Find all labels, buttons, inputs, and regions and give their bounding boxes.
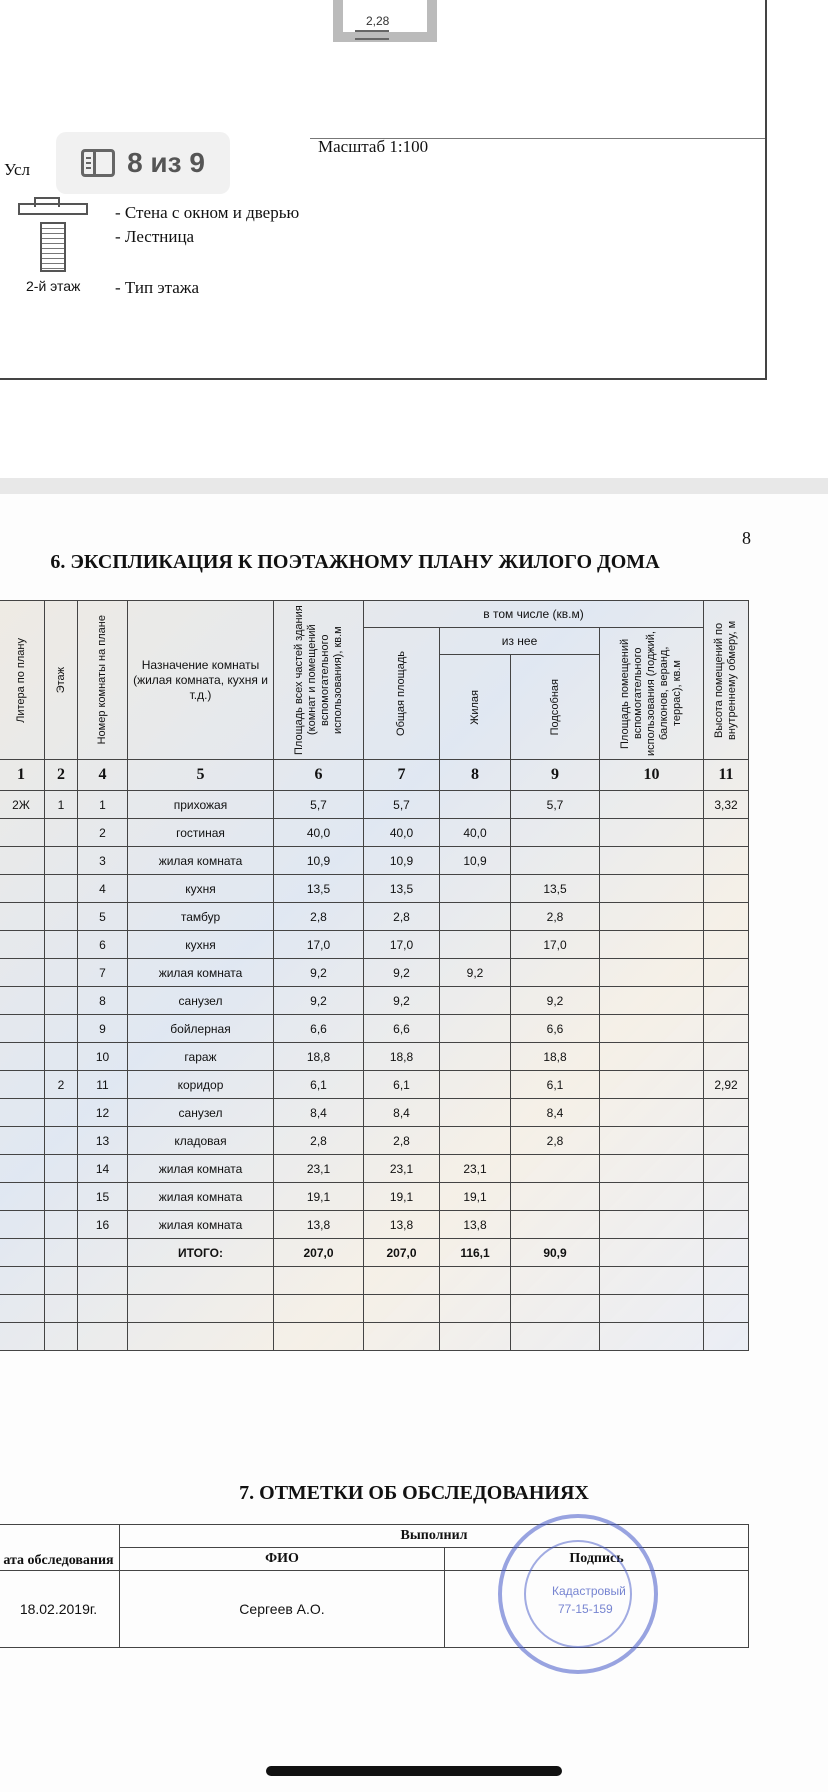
table-cell (440, 1099, 511, 1127)
table-cell: жилая комната (128, 1211, 274, 1239)
table-cell (0, 1015, 45, 1043)
table-cell (0, 903, 45, 931)
table-cell (440, 1071, 511, 1099)
table-cell (440, 1015, 511, 1043)
home-indicator[interactable] (266, 1766, 562, 1776)
explication-rows (0, 791, 749, 1239)
table-cell: 19,1 (440, 1183, 511, 1211)
table-cell: кладовая (128, 1127, 274, 1155)
wall-window-door-icon (18, 203, 88, 215)
table-cell (704, 1183, 749, 1211)
section-7-title: 7. ОТМЕТКИ ОБ ОБСЛЕДОВАНИЯХ (239, 1482, 589, 1504)
table-cell: 6,6 (364, 1015, 440, 1043)
table-cell (0, 1043, 45, 1071)
table-cell: 8 (78, 987, 128, 1015)
table-cell: 17,0 (364, 931, 440, 959)
table-cell: 17,0 (274, 931, 364, 959)
table-cell: 23,1 (440, 1155, 511, 1183)
table-cell: 13,8 (364, 1211, 440, 1239)
table-cell (600, 1127, 704, 1155)
table-cell (45, 1183, 78, 1211)
table-cell: 13,8 (274, 1211, 364, 1239)
table-cell: 18,8 (274, 1043, 364, 1071)
table-cell (600, 1043, 704, 1071)
table-cell (704, 1015, 749, 1043)
table-cell: 23,1 (364, 1155, 440, 1183)
table-cell: 18,8 (364, 1043, 440, 1071)
table-cell (0, 1071, 45, 1099)
table-cell (0, 987, 45, 1015)
table-cell: кухня (128, 875, 274, 903)
table-cell: 2,8 (274, 1127, 364, 1155)
table-cell: 18,8 (511, 1043, 600, 1071)
header-floor: Этаж (45, 601, 78, 760)
explication-table (0, 600, 749, 1351)
table-cell: 8,4 (274, 1099, 364, 1127)
table-cell (45, 1099, 78, 1127)
table-cell: 40,0 (440, 819, 511, 847)
header-including: в том числе (кв.м) (364, 601, 704, 628)
table-cell: 14 (78, 1155, 128, 1183)
table-cell: санузел (128, 987, 274, 1015)
table-cell: 6,6 (511, 1015, 600, 1043)
table-cell (704, 1211, 749, 1239)
table-cell: 1 (78, 791, 128, 819)
table-cell: кухня (128, 931, 274, 959)
table-cell: 10,9 (274, 847, 364, 875)
table-cell: 11 (78, 1071, 128, 1099)
table-cell (600, 1155, 704, 1183)
table-cell (0, 1127, 45, 1155)
table-cell (0, 959, 45, 987)
table-cell: 1 (45, 791, 78, 819)
table-cell (704, 987, 749, 1015)
table-cell (600, 847, 704, 875)
table-cell: коридор (128, 1071, 274, 1099)
stamp-text: Кадастровый (552, 1584, 626, 1598)
table-cell (0, 1211, 45, 1239)
previous-page (0, 0, 828, 478)
table-cell: 13,5 (274, 875, 364, 903)
table-cell: 13,5 (511, 875, 600, 903)
table-cell (704, 959, 749, 987)
table-cell (511, 819, 600, 847)
table-cell (0, 1099, 45, 1127)
table-cell (704, 1155, 749, 1183)
table-cell (511, 1155, 600, 1183)
table-cell (45, 1155, 78, 1183)
table-cell: 40,0 (274, 819, 364, 847)
table-row (0, 1071, 749, 1099)
table-cell (45, 959, 78, 987)
survey-name: Сергеев А.О. (120, 1571, 445, 1648)
table-cell (0, 931, 45, 959)
table-cell (600, 987, 704, 1015)
table-cell (440, 931, 511, 959)
empty-row (0, 1295, 749, 1323)
table-cell (45, 1043, 78, 1071)
table-cell: 2,8 (364, 903, 440, 931)
header-aux-premises: Площадь помещений вспомогательного использования (лоджий, балконов, веранд, террас), кв.м (600, 628, 704, 760)
header-height: Высота помещений по внутреннему обмеру, м (704, 601, 749, 760)
table-cell: 4 (78, 875, 128, 903)
header-living: Жилая (440, 655, 511, 760)
table-cell (600, 903, 704, 931)
table-cell (45, 1211, 78, 1239)
table-cell: 16 (78, 1211, 128, 1239)
table-row (0, 931, 749, 959)
table-cell: 8,4 (511, 1099, 600, 1127)
plan-dimension: 2,28 (366, 14, 390, 28)
table-cell (45, 847, 78, 875)
plan-door-symbol (355, 30, 389, 40)
survey-date-header: ата обследования (0, 1525, 120, 1571)
table-row (0, 1155, 749, 1183)
table-cell (45, 1127, 78, 1155)
survey-signature-header: Подпись (445, 1548, 749, 1571)
header-total-area: Общая площадь (364, 628, 440, 760)
table-cell (0, 1183, 45, 1211)
table-cell: 5 (78, 903, 128, 931)
legend-floor-label: - Тип этажа (115, 278, 200, 297)
header-purpose: Назначение комнаты (жилая комната, кухня и т.д.) (128, 601, 274, 760)
table-cell (704, 847, 749, 875)
table-cell: 2,8 (364, 1127, 440, 1155)
table-cell: 9,2 (440, 959, 511, 987)
header-room-number: Номер комнаты на плане (78, 601, 128, 760)
header-of-which: из нее (440, 628, 600, 655)
table-cell (600, 791, 704, 819)
page-number: 8 (742, 528, 751, 548)
table-cell (704, 1043, 749, 1071)
totals-row: ИТОГО: 207,0 207,0 116,1 90,9 (0, 1239, 749, 1267)
survey-name-header: ФИО (120, 1548, 445, 1571)
table-cell (600, 1015, 704, 1043)
table-cell (600, 959, 704, 987)
table-cell (600, 1183, 704, 1211)
table-cell: 9,2 (274, 987, 364, 1015)
table-row (0, 847, 749, 875)
table-row (0, 1211, 749, 1239)
table-cell (600, 931, 704, 959)
table-cell (45, 875, 78, 903)
table-cell: 2 (45, 1071, 78, 1099)
table-cell: 6,6 (274, 1015, 364, 1043)
table-cell: 13,5 (364, 875, 440, 903)
table-row (0, 819, 749, 847)
table-cell: 10,9 (440, 847, 511, 875)
header-auxiliary: Подсобная (511, 655, 600, 760)
table-cell: 2,92 (704, 1071, 749, 1099)
table-cell: 9,2 (511, 987, 600, 1015)
table-cell: 8,4 (364, 1099, 440, 1127)
table-cell: жилая комната (128, 1183, 274, 1211)
table-cell: 13,8 (440, 1211, 511, 1239)
table-cell (600, 1211, 704, 1239)
stamp-text: 77-15-159 (558, 1602, 613, 1616)
table-cell: 2 (78, 819, 128, 847)
page-counter[interactable] (56, 132, 230, 194)
table-cell: 13 (78, 1127, 128, 1155)
table-cell: 12 (78, 1099, 128, 1127)
page-counter-text: 8 из 9 (127, 147, 205, 178)
table-cell: 9 (78, 1015, 128, 1043)
table-cell (704, 819, 749, 847)
table-cell (704, 1099, 749, 1127)
table-cell: 7 (78, 959, 128, 987)
header-area-all: Площадь всех частей здания (комнат и помещений вспомогательного использования), кв.м (274, 601, 364, 760)
table-row (0, 903, 749, 931)
table-row (0, 1099, 749, 1127)
table-row (0, 1183, 749, 1211)
table-row (0, 1015, 749, 1043)
table-cell (45, 931, 78, 959)
table-cell (600, 819, 704, 847)
table-cell: 6 (78, 931, 128, 959)
table-cell (45, 903, 78, 931)
table-cell: жилая комната (128, 1155, 274, 1183)
table-cell (600, 1071, 704, 1099)
table-cell: 17,0 (511, 931, 600, 959)
legend-stairs-label: - Лестница (115, 227, 195, 246)
table-cell: 9,2 (364, 987, 440, 1015)
table-cell: 10 (78, 1043, 128, 1071)
column-numbers-row: 1 2 4 5 6 7 8 9 10 11 (0, 760, 749, 791)
table-cell (511, 847, 600, 875)
table-cell (0, 819, 45, 847)
table-cell: 3 (78, 847, 128, 875)
table-cell (440, 987, 511, 1015)
table-cell (0, 847, 45, 875)
table-cell: жилая комната (128, 959, 274, 987)
table-row (0, 959, 749, 987)
scale-label: Масштаб 1:100 (318, 137, 429, 156)
table-cell: 2,8 (511, 903, 600, 931)
table-cell: 5,7 (364, 791, 440, 819)
table-row (0, 1127, 749, 1155)
survey-performed-header: Выполнил (120, 1525, 749, 1548)
table-cell: 2Ж (0, 791, 45, 819)
table-cell: 19,1 (274, 1183, 364, 1211)
legend-title: Усл (4, 160, 31, 179)
table-cell: 5,7 (511, 791, 600, 819)
table-cell: 9,2 (364, 959, 440, 987)
book-icon (81, 149, 115, 177)
table-cell (704, 1127, 749, 1155)
table-row (0, 875, 749, 903)
table-cell (45, 987, 78, 1015)
table-cell: 15 (78, 1183, 128, 1211)
section-6-title: 6. ЭКСПЛИКАЦИЯ К ПОЭТАЖНОМУ ПЛАНУ ЖИЛОГО ДОМА (50, 551, 660, 573)
header-litera: Литера по плану (0, 601, 45, 760)
table-cell: 40,0 (364, 819, 440, 847)
table-cell (511, 1183, 600, 1211)
table-cell: 6,1 (274, 1071, 364, 1099)
table-cell (704, 931, 749, 959)
table-cell: гостиная (128, 819, 274, 847)
table-cell: санузел (128, 1099, 274, 1127)
floor-type-icon: 2-й этаж (26, 278, 81, 294)
table-cell (440, 791, 511, 819)
stairs-icon (40, 222, 66, 272)
table-cell (600, 875, 704, 903)
empty-row (0, 1323, 749, 1351)
table-cell (511, 959, 600, 987)
legend-wall-label: - Стена с окном и дверью (115, 203, 300, 222)
table-cell: тамбур (128, 903, 274, 931)
table-cell: 19,1 (364, 1183, 440, 1211)
table-cell (45, 819, 78, 847)
table-row (0, 987, 749, 1015)
empty-row (0, 1267, 749, 1295)
table-cell: 6,1 (511, 1071, 600, 1099)
table-cell (704, 875, 749, 903)
table-cell: 9,2 (274, 959, 364, 987)
table-cell (511, 1211, 600, 1239)
table-cell (440, 1127, 511, 1155)
table-cell: 23,1 (274, 1155, 364, 1183)
survey-date: 18.02.2019г. (0, 1571, 120, 1648)
table-cell: 2,8 (274, 903, 364, 931)
table-cell: 5,7 (274, 791, 364, 819)
table-row (0, 1043, 749, 1071)
table-cell: 2,8 (511, 1127, 600, 1155)
table-cell (45, 1015, 78, 1043)
table-cell (440, 875, 511, 903)
table-cell: 3,32 (704, 791, 749, 819)
table-cell (0, 1155, 45, 1183)
table-row (0, 791, 749, 819)
table-cell (600, 1099, 704, 1127)
table-cell: 10,9 (364, 847, 440, 875)
table-cell (440, 1043, 511, 1071)
table-cell (704, 903, 749, 931)
table-cell: жилая комната (128, 847, 274, 875)
table-cell: бойлерная (128, 1015, 274, 1043)
table-cell: гараж (128, 1043, 274, 1071)
table-cell (440, 903, 511, 931)
document-page (0, 494, 828, 1792)
table-cell: 6,1 (364, 1071, 440, 1099)
table-cell (0, 875, 45, 903)
table-cell: прихожая (128, 791, 274, 819)
